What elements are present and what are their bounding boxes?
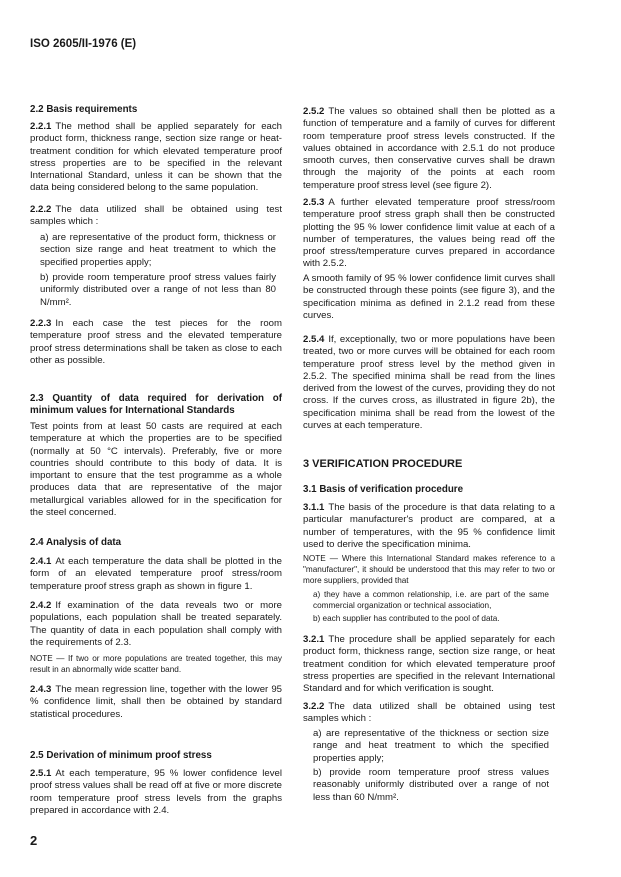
- clause-number: 2.4.2: [30, 600, 52, 611]
- clause-number: 3.2.1: [303, 634, 325, 645]
- heading-2-2: 2.2 Basis requirements: [30, 104, 138, 115]
- clause-2-4-3: [30, 684, 282, 721]
- clause-text: If examination of the data reveals two or more populations, each population shall be treated separately. The quantity of data in each population shall comply with the requirements of 2.3.: [30, 600, 282, 648]
- note-3-1-1: NOTE — Where this International Standard makes reference to a "manufacturer", it should be understood that this may refer to two or more suppliers, provided that: [303, 554, 555, 585]
- clause-2-4-2: [30, 600, 282, 649]
- clause-text: The data utilized shall be obtained using test samples which :: [30, 204, 282, 228]
- clause-2-5-3: [303, 197, 555, 271]
- clause-2-5-2: [303, 106, 555, 192]
- clause-2-5-4: [303, 334, 555, 432]
- clause-number: 2.5.2: [303, 106, 325, 117]
- clause-3-2-1: [303, 634, 555, 695]
- clause-2-3-text: Test points from at least 50 casts are required at each temperature at which the properties are to be specified (normally at 50 °C intervals). Preferably, five or more countries should contribute to this body of data. It is important to ensure that the test programme as a whole produces data that are representative of the major metallurgical variables allowed for in the specification for the steel concerned.: [30, 421, 282, 519]
- clause-text: The procedure shall be applied separately for each product form, thickness range, section size range, or heat treatment condition for which elevated temperature proof stress properties are specified in the relevant International Standard and for which verification is sought.: [303, 634, 555, 695]
- clause-number: 2.4.1: [30, 556, 52, 567]
- clause-number: 2.2.2: [30, 204, 52, 215]
- clause-number: 3.2.2: [303, 701, 325, 712]
- note-item-a: a) they have a common relationship, i.e. are part of the same commercial organization or technical association,: [313, 590, 549, 610]
- list-item-a: a) are representative of the thickness or section size range and heat treatment to which the specified properties apply;: [313, 728, 549, 764]
- heading-3: 3 VERIFICATION PROCEDURE: [303, 458, 463, 470]
- clause-number: 2.5.4: [303, 334, 325, 345]
- clause-2-2-1: [30, 121, 282, 195]
- clause-number: 2.5.1: [30, 768, 52, 779]
- document-header: ISO 2605/II-1976 (E): [30, 38, 137, 50]
- clause-2-2-2: [30, 204, 282, 229]
- heading-2-5: 2.5 Derivation of minimum proof stress: [30, 750, 212, 761]
- clause-2-4-1: [30, 556, 282, 593]
- heading-3-1: 3.1 Basis of verification procedure: [303, 484, 464, 495]
- clause-number: 2.2.1: [30, 121, 52, 132]
- clause-text: The mean regression line, together with the lower 95 % confidence limit, shall then be obtained by standard statistical procedures.: [30, 684, 282, 720]
- clause-3-2-2: [303, 701, 555, 726]
- clause-number: 2.5.3: [303, 197, 325, 208]
- clause-text: The basis of the procedure is that data relating to a particular manufacturer's product are compared, at a number of temperatures, with the 95 % confidence limit used to derive the specification minima.: [303, 502, 555, 550]
- clause-2-5-1: [30, 768, 282, 817]
- clause-text: If, exceptionally, two or more populations have been treated, two or more curves will be obtained for each room temperature proof stress level by the method given in 2.5.2. The specified minima shall be read from the lines derived from the lowest of the curves, providing they do not cross. If the curves cross, as illustrated in figure 2b), the specification minima shall be read from the lowest of the curves at each temperature.: [303, 334, 555, 432]
- clause-text: A further elevated temperature proof stress/room temperature proof stress graph shall then be constructed plotting the 95 % lower confidence limit value at each of a number of temperatures, the values being read off the proof stress/temperature curves prepared in accordance with 2.5.2.: [303, 197, 555, 270]
- clause-number: 2.2.3: [30, 318, 52, 329]
- clause-number: 2.4.3: [30, 684, 52, 695]
- list-item-b: b) provide room temperature proof stress values reasonably uniformly distributed over a range of not less than 60 N/mm².: [313, 767, 549, 803]
- clause-text: At each temperature the data shall be plotted in the form of an elevated temperature proof stress/room temperature proof stress graph as shown in figure 1.: [30, 556, 282, 592]
- clause-text: In each case the test pieces for the room temperature proof stress and the elevated temperature proof stress determinations shall be taken as close to each other as possible.: [30, 318, 282, 366]
- clause-2-5-3-continued: A smooth family of 95 % lower confidence limit curves shall be constructed through these points (see figure 3), and the specification minima as defined in 2.1.2 read from these curves.: [303, 273, 555, 321]
- list-item-b: b) provide room temperature proof stress values fairly uniformly distributed over a range of not less than 80 N/mm².: [40, 272, 276, 308]
- clause-text: The data utilized shall be obtained using test samples which :: [303, 701, 555, 725]
- clause-number: 3.1.1: [303, 502, 325, 513]
- page-number: 2: [30, 833, 38, 848]
- note-item-b: b) each supplier has contributed to the pool of data.: [313, 614, 500, 623]
- clause-3-1-1: [303, 502, 555, 551]
- clause-text: The values so obtained shall then be plotted as a function of temperature and a family of curves for different room temperature proof stress levels constructed. If the values obtained in accordance with 2.5.1 do not produce smooth curves, then conservative curves shall be drawn through the majority of the points at each room temperature proof stress level (see figure 2).: [303, 106, 555, 191]
- list-item-a: a) are representative of the product form, thickness or section size range and heat treatment to which the specified properties apply;: [40, 232, 276, 268]
- heading-2-4: 2.4 Analysis of data: [30, 537, 122, 548]
- clause-text: At each temperature, 95 % lower confidence level proof stress values shall be read off at five or more discrete room temperature proof stress levels from the graphs prepared in accordance with 2.4.: [30, 768, 282, 816]
- note-2-4-2: NOTE — If two or more populations are treated together, this may result in an abnormally wide scatter band.: [30, 654, 282, 674]
- clause-2-2-3: [30, 318, 282, 367]
- clause-text: The method shall be applied separately for each product form, thickness range, section size range or heat-treatment condition for which elevated temperature proof stress properties are to be specified in the relevant International Standard, unless it can be shown that the data being considered belong to the same population.: [30, 121, 282, 194]
- heading-2-3: 2.3 Quantity of data required for derivation of minimum values for International Standards: [30, 393, 282, 417]
